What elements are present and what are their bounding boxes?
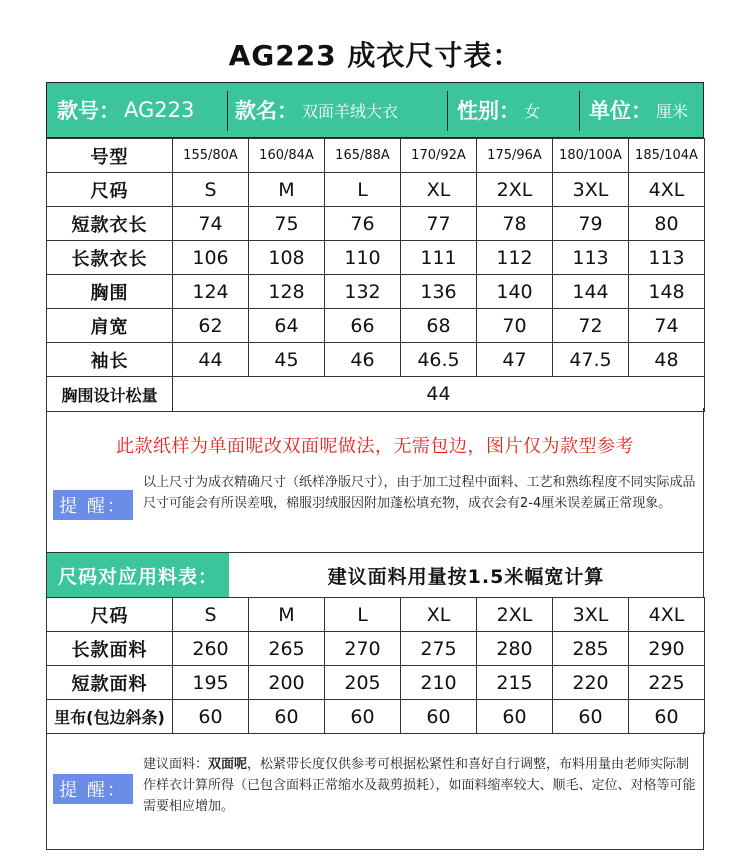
unit-label: 单位： [589, 99, 652, 123]
table-cell: 64 [249, 309, 325, 343]
row-label: 短款衣长 [47, 207, 173, 241]
table-cell: 44 [173, 343, 249, 377]
info-bar [46, 82, 704, 138]
table-row [47, 309, 705, 343]
table-cell: 72 [553, 309, 629, 343]
reminder-body: ，松紧带长度仅供参考可根据松紧性和喜好自行调整，布料用量由老师实际制作样衣计算所得（已包含面料正常缩水及裁剪损耗），如面料缩率较大、顺毛、定位、对格等可能需要相应增加。 [143, 757, 696, 814]
reminder-badge: 提 醒： [53, 774, 133, 804]
table-cell: 47.5 [553, 343, 629, 377]
reminder-text [143, 754, 699, 817]
info-divider [227, 91, 228, 131]
table-row [47, 632, 705, 666]
row-label: 长款衣长 [47, 241, 173, 275]
table-cell: 128 [249, 275, 325, 309]
row-label: 长款面料 [47, 632, 173, 666]
table-cell: 110 [325, 241, 401, 275]
table-cell: 62 [173, 309, 249, 343]
reminder-prefix: 建议面料： [143, 757, 209, 772]
style-name-label: 款名： [235, 99, 298, 123]
size-header-row [47, 139, 705, 173]
reminder-fabric-name: 双面呢 [208, 757, 248, 772]
unit [589, 83, 688, 137]
table-row [47, 275, 705, 309]
table-cell: 60 [325, 700, 401, 734]
table-cell: 76 [325, 207, 401, 241]
table-cell: 136 [401, 275, 477, 309]
table-cell: 220 [553, 666, 629, 700]
size-code: 180/100A [553, 139, 629, 173]
table-cell: 124 [173, 275, 249, 309]
size-code: 185/104A [629, 139, 705, 173]
table-cell: 113 [553, 241, 629, 275]
table-cell: 60 [173, 700, 249, 734]
size-code: S [173, 598, 249, 632]
style-number [57, 83, 194, 137]
table-cell: 60 [401, 700, 477, 734]
info-divider [447, 91, 448, 131]
row-label: 肩宽 [47, 309, 173, 343]
table-cell: 111 [401, 241, 477, 275]
table-cell: 210 [401, 666, 477, 700]
table-cell: 46 [325, 343, 401, 377]
size-code: 170/92A [401, 139, 477, 173]
table-row [47, 207, 705, 241]
table-cell: 215 [477, 666, 553, 700]
table-cell: 112 [477, 241, 553, 275]
table-cell: M [249, 173, 325, 207]
notice-red-text: 此款纸样为单面呢改双面呢做法，无需包边，图片仅为款型参考 [116, 436, 634, 457]
table-cell: 265 [249, 632, 325, 666]
table-cell: 144 [553, 275, 629, 309]
table-cell: 260 [173, 632, 249, 666]
table-cell: 45 [249, 343, 325, 377]
table-cell: 200 [249, 666, 325, 700]
table-row [47, 241, 705, 275]
table-cell: 106 [173, 241, 249, 275]
size-header-label: 号型 [47, 139, 173, 173]
chest-ease-label: 胸围设计松量 [47, 377, 173, 412]
table-cell: 132 [325, 275, 401, 309]
fabric-table [46, 597, 705, 734]
size-table [46, 138, 705, 412]
table-cell: 79 [553, 207, 629, 241]
size-code: 165/88A [325, 139, 401, 173]
fabric-header-label: 尺码 [47, 598, 173, 632]
table-cell: 275 [401, 632, 477, 666]
table-cell: 270 [325, 632, 401, 666]
gender [457, 83, 540, 137]
size-code: 175/96A [477, 139, 553, 173]
fabric-width-note: 建议面料用量按1.5米幅宽计算 [327, 565, 605, 588]
table-cell: 70 [477, 309, 553, 343]
size-code: 160/84A [249, 139, 325, 173]
reminder-badge: 提 醒： [53, 490, 133, 520]
page-title: AG223 成衣尺寸表： [228, 39, 522, 72]
table-cell: 60 [249, 700, 325, 734]
info-divider [579, 91, 580, 131]
table-cell: 46.5 [401, 343, 477, 377]
fabric-table-body [47, 598, 705, 734]
size-code: 4XL [629, 598, 705, 632]
fabric-header [46, 553, 704, 597]
chest-ease-value: 44 [173, 377, 705, 412]
table-cell: 60 [553, 700, 629, 734]
notice-panel [46, 408, 704, 553]
table-cell: 285 [553, 632, 629, 666]
table-row [47, 700, 705, 734]
style-name-value: 双面羊绒大衣 [302, 101, 399, 121]
row-label: 尺码 [47, 173, 173, 207]
table-cell: 74 [173, 207, 249, 241]
reminder-text: 以上尺寸为成衣精确尺寸（纸样净版尺寸），由于加工过程中面料、工艺和熟练程度不同实际成品尺寸可能会有所误差哦，棉服羽绒服因附加蓬松填充物，成衣会有2-4厘米误差属正常现象。 [143, 475, 696, 511]
row-label: 袖长 [47, 343, 173, 377]
notice-panel-2 [46, 732, 704, 850]
table-cell: 66 [325, 309, 401, 343]
fabric-table-tag: 尺码对应用料表： [47, 553, 229, 597]
chest-ease-row [47, 377, 705, 412]
table-cell: 80 [629, 207, 705, 241]
table-cell: 77 [401, 207, 477, 241]
table-cell: 2XL [477, 173, 553, 207]
table-row [47, 666, 705, 700]
size-code: XL [401, 598, 477, 632]
table-cell: 113 [629, 241, 705, 275]
table-cell: 195 [173, 666, 249, 700]
table-cell: 140 [477, 275, 553, 309]
table-cell: 205 [325, 666, 401, 700]
table-cell: 48 [629, 343, 705, 377]
table-cell: 74 [629, 309, 705, 343]
table-cell: 60 [629, 700, 705, 734]
unit-value: 厘米 [656, 101, 689, 121]
table-cell: L [325, 173, 401, 207]
style-name [235, 83, 398, 137]
table-cell: 4XL [629, 173, 705, 207]
table-cell: XL [401, 173, 477, 207]
table-cell: 290 [629, 632, 705, 666]
fabric-header-row [47, 598, 705, 632]
style-number-label: 款号： [57, 99, 120, 123]
row-label: 胸围 [47, 275, 173, 309]
table-row [47, 343, 705, 377]
style-number-value: AG223 [124, 98, 195, 122]
table-cell: 68 [401, 309, 477, 343]
table-cell: 148 [629, 275, 705, 309]
table-cell: 280 [477, 632, 553, 666]
table-cell: 225 [629, 666, 705, 700]
table-cell: S [173, 173, 249, 207]
size-code: M [249, 598, 325, 632]
size-code: 2XL [477, 598, 553, 632]
gender-label: 性别： [457, 99, 520, 123]
table-cell: 108 [249, 241, 325, 275]
table-cell: 60 [477, 700, 553, 734]
table-cell: 75 [249, 207, 325, 241]
size-code: 3XL [553, 598, 629, 632]
size-code: 155/80A [173, 139, 249, 173]
row-label: 短款面料 [47, 666, 173, 700]
table-row [47, 173, 705, 207]
size-code: L [325, 598, 401, 632]
row-label: 里布(包边斜条) [47, 700, 173, 734]
size-table-body [47, 139, 705, 412]
table-cell: 78 [477, 207, 553, 241]
table-cell: 47 [477, 343, 553, 377]
table-cell: 3XL [553, 173, 629, 207]
gender-value: 女 [524, 101, 541, 121]
